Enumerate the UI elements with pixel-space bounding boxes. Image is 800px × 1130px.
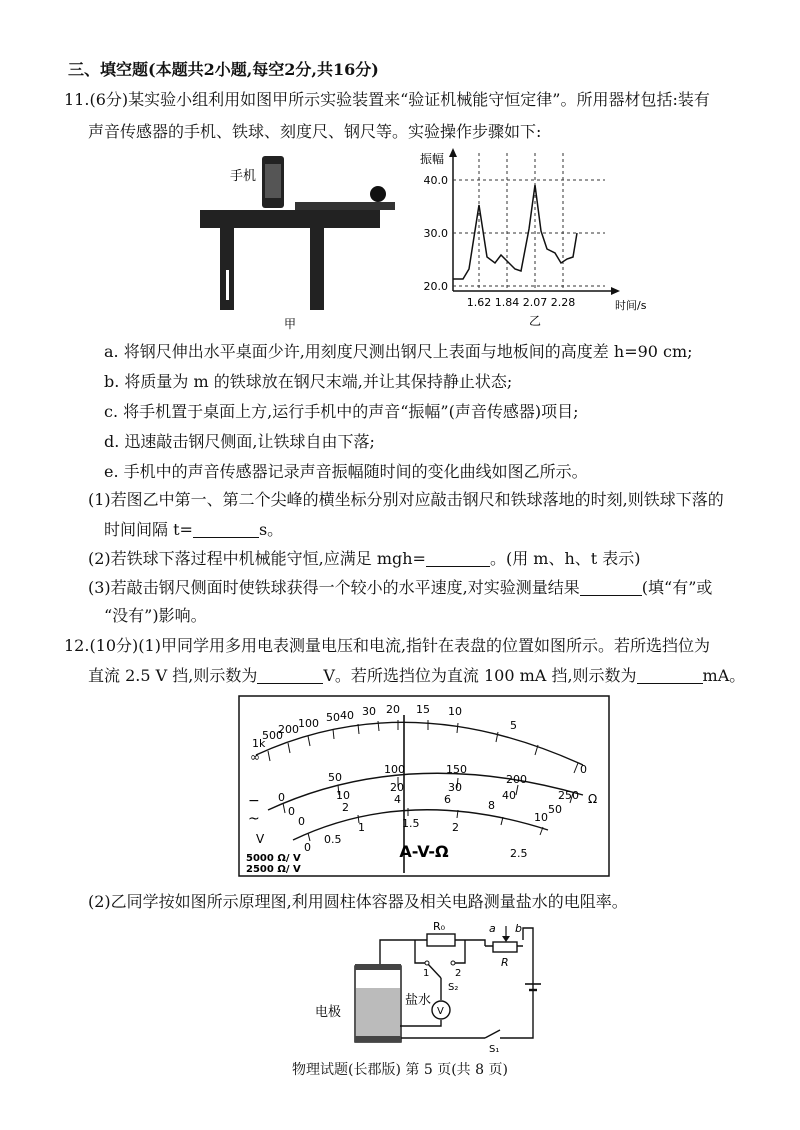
q12-line2	[88, 666, 745, 686]
figure-yi	[415, 145, 665, 330]
q11-sub2-prefix: (2)若铁球下落过程中机械能守恒,应满足 mgh=	[88, 549, 426, 568]
label-s2: S₂	[448, 982, 459, 993]
switch-s1-blade[interactable]	[485, 1030, 500, 1038]
scale-0: 0	[298, 815, 305, 828]
ohm-label-0: 0	[580, 763, 587, 776]
steel-ruler	[295, 202, 395, 210]
label-electrode: 电极	[315, 1005, 342, 1020]
q11-sub3-prefix: (3)若敲击钢尺侧面时使铁球获得一个较小的水平速度,对实验测量结果	[88, 578, 580, 597]
mid-bottom-20: 20	[390, 781, 404, 794]
label-b: b	[515, 922, 522, 935]
q12-line1: 12.(10分)(1)甲同学用多用电表测量电压和电流,指针在表盘的位置如图所示。若所选挡位为	[64, 636, 711, 655]
figure-jia	[190, 150, 400, 330]
mid-top-0: 0	[278, 791, 285, 804]
step-d: d. 迅速敲击钢尺侧面,让铁球自由下落;	[104, 432, 375, 451]
label-contact-2: 2	[455, 968, 462, 979]
label-r0: R₀	[433, 920, 446, 933]
ohm-label-5: 5	[510, 719, 517, 732]
meter-note-2500: 2500 Ω/ V	[246, 864, 301, 875]
ytick-20: 20.0	[423, 280, 448, 293]
figure-yi-ylabel: 振幅	[420, 152, 445, 166]
step-e: e. 手机中的声音传感器记录声音振幅随时间的变化曲线如图乙所示。	[104, 462, 588, 481]
page-footer: 物理试题(长郡版) 第 5 页(共 8 页)	[292, 1062, 508, 1078]
ac-0: 0	[304, 841, 311, 854]
figure-yi-caption: 乙	[528, 314, 542, 328]
label-s1: S₁	[489, 1044, 500, 1053]
step-b: b. 将质量为 m 的铁球放在钢尺末端,并让其保持静止状态;	[104, 372, 513, 391]
table-leg-right	[310, 228, 324, 310]
label-contact-1: 1	[423, 968, 430, 979]
ac-1-5: 1.5	[402, 817, 420, 830]
answer-blank-t[interactable]	[193, 521, 259, 538]
scale-10: 10	[534, 811, 548, 824]
meter-note-5000: 5000 Ω/ V	[246, 853, 301, 864]
label-voltmeter: V	[437, 1006, 444, 1017]
table-top	[200, 210, 380, 228]
step-c: c. 将手机置于桌面上方,运行手机中的声音“振幅”(声音传感器)项目;	[104, 402, 579, 421]
x-axis-arrow	[611, 287, 620, 295]
ytick-40: 40.0	[423, 174, 448, 187]
step-a: a. 将钢尺伸出水平桌面少许,用刻度尺测出钢尺上表面与地板间的高度差 h=90 cm;	[104, 342, 693, 361]
infinity-symbol: ∞	[250, 750, 260, 764]
ohm-label-15: 15	[416, 703, 430, 716]
resistor-r0	[427, 934, 455, 946]
q12-line2-b: V。若所选挡位为直流 100 mA 挡,则示数为	[323, 666, 637, 685]
ohm-label-500: 500	[262, 729, 283, 742]
q12-sub2: (2)乙同学按如图所示原理图,利用圆柱体容器及相关电路测量盐水的电阻率。	[88, 892, 628, 911]
ohm-label-10: 10	[448, 705, 462, 718]
leg-highlight	[226, 270, 229, 300]
ac-2-5: 2.5	[510, 847, 528, 860]
scale-8: 8	[488, 799, 495, 812]
mid-top-250: 250	[558, 789, 579, 802]
mid-bottom-30: 30	[448, 781, 462, 794]
ytick-30: 30.0	[423, 227, 448, 240]
q12-line2-a: 直流 2.5 V 挡,则示数为	[88, 666, 258, 685]
mid-top-200: 200	[506, 773, 527, 786]
figure-jia-caption: 甲	[283, 317, 297, 330]
q11-sub1-line1: (1)若图乙中第一、第二个尖峰的横坐标分别对应敲击钢尺和铁球落地的时刻,则铁球下落的	[88, 490, 724, 509]
mid-top-100: 100	[384, 763, 405, 776]
label-brine: 盐水	[405, 993, 432, 1008]
q12-line2-c: mA。	[702, 666, 746, 685]
label-r: R	[501, 956, 509, 969]
mid-bottom-40: 40	[502, 789, 516, 802]
figure-yi-xlabel: 时间/s	[615, 299, 647, 312]
ohm-label-40: 40	[340, 709, 354, 722]
q11-sub2	[88, 549, 641, 569]
tilde-symbol: ~	[248, 811, 260, 827]
answer-blank-voltage[interactable]	[257, 667, 323, 684]
mid-top-50: 50	[328, 771, 342, 784]
v-symbol: V	[256, 832, 265, 846]
amplitude-curve	[453, 185, 577, 279]
q11-line1: 11.(6分)某实验小组利用如图甲所示实验装置来“验证机械能守恒定律”。所用器材包括:装有	[64, 90, 710, 109]
minus-symbol: −	[248, 793, 260, 809]
ohm-symbol-label: Ω	[588, 792, 598, 806]
rheostat-slider	[502, 936, 510, 942]
y-axis-arrow	[449, 148, 457, 157]
ohm-label-50: 50	[326, 711, 340, 724]
switch-s2-contact-2	[451, 961, 455, 965]
switch-s2-contact-1	[425, 961, 429, 965]
q11-sub3-line2: “没有”)影响。	[104, 606, 207, 625]
meter-title: A-V-Ω	[399, 842, 449, 861]
multimeter-dial	[238, 695, 610, 877]
ohm-label-30: 30	[362, 705, 376, 718]
mid-top-150: 150	[446, 763, 467, 776]
section-header: 三、填空题(本题共2小题,每空2分,共16分)	[68, 60, 379, 79]
cylinder-container	[355, 964, 401, 1042]
mid-bottom-50: 50	[548, 803, 562, 816]
mid-bottom-10: 10	[336, 789, 350, 802]
circuit-diagram	[305, 918, 565, 1053]
ohm-label-200: 200	[278, 723, 299, 736]
answer-blank-effect[interactable]	[580, 579, 642, 596]
ohm-label-1k: 1k	[252, 737, 266, 750]
xtick-2-07: 2.07	[522, 296, 548, 309]
xtick-2-28: 2.28	[550, 296, 576, 309]
ac-1: 1	[358, 821, 365, 834]
scale-2: 2	[342, 801, 349, 814]
label-a: a	[489, 922, 496, 935]
answer-blank-current[interactable]	[637, 667, 703, 684]
xtick-1-62: 1.62	[466, 296, 492, 309]
answer-blank-mgh[interactable]	[426, 550, 490, 567]
q11-sub1-prefix: 时间间隔 t=	[104, 520, 193, 539]
phone-icon	[262, 156, 284, 208]
phone-label: 手机	[230, 169, 257, 184]
q11-sub1-line2	[104, 520, 283, 540]
q11-sub1-suffix: s。	[258, 520, 284, 539]
scale-6: 6	[444, 793, 451, 806]
rheostat-r	[493, 942, 517, 952]
mid-bottom-0: 0	[288, 805, 295, 818]
iron-ball	[370, 186, 386, 202]
q11-sub3-suffix: (填“有”或	[641, 578, 713, 597]
q11-sub3-line1	[88, 578, 712, 598]
ac-2: 2	[452, 821, 459, 834]
ohm-label-100: 100	[298, 717, 319, 730]
ohm-label-20: 20	[386, 703, 400, 716]
xtick-1-84: 1.84	[494, 296, 520, 309]
q11-sub2-suffix: 。(用 m、h、t 表示)	[489, 549, 641, 568]
scale-4: 4	[394, 793, 401, 806]
q11-line2: 声音传感器的手机、铁球、刻度尺、钢尺等。实验操作步骤如下:	[88, 122, 542, 141]
ac-0-5: 0.5	[324, 833, 342, 846]
